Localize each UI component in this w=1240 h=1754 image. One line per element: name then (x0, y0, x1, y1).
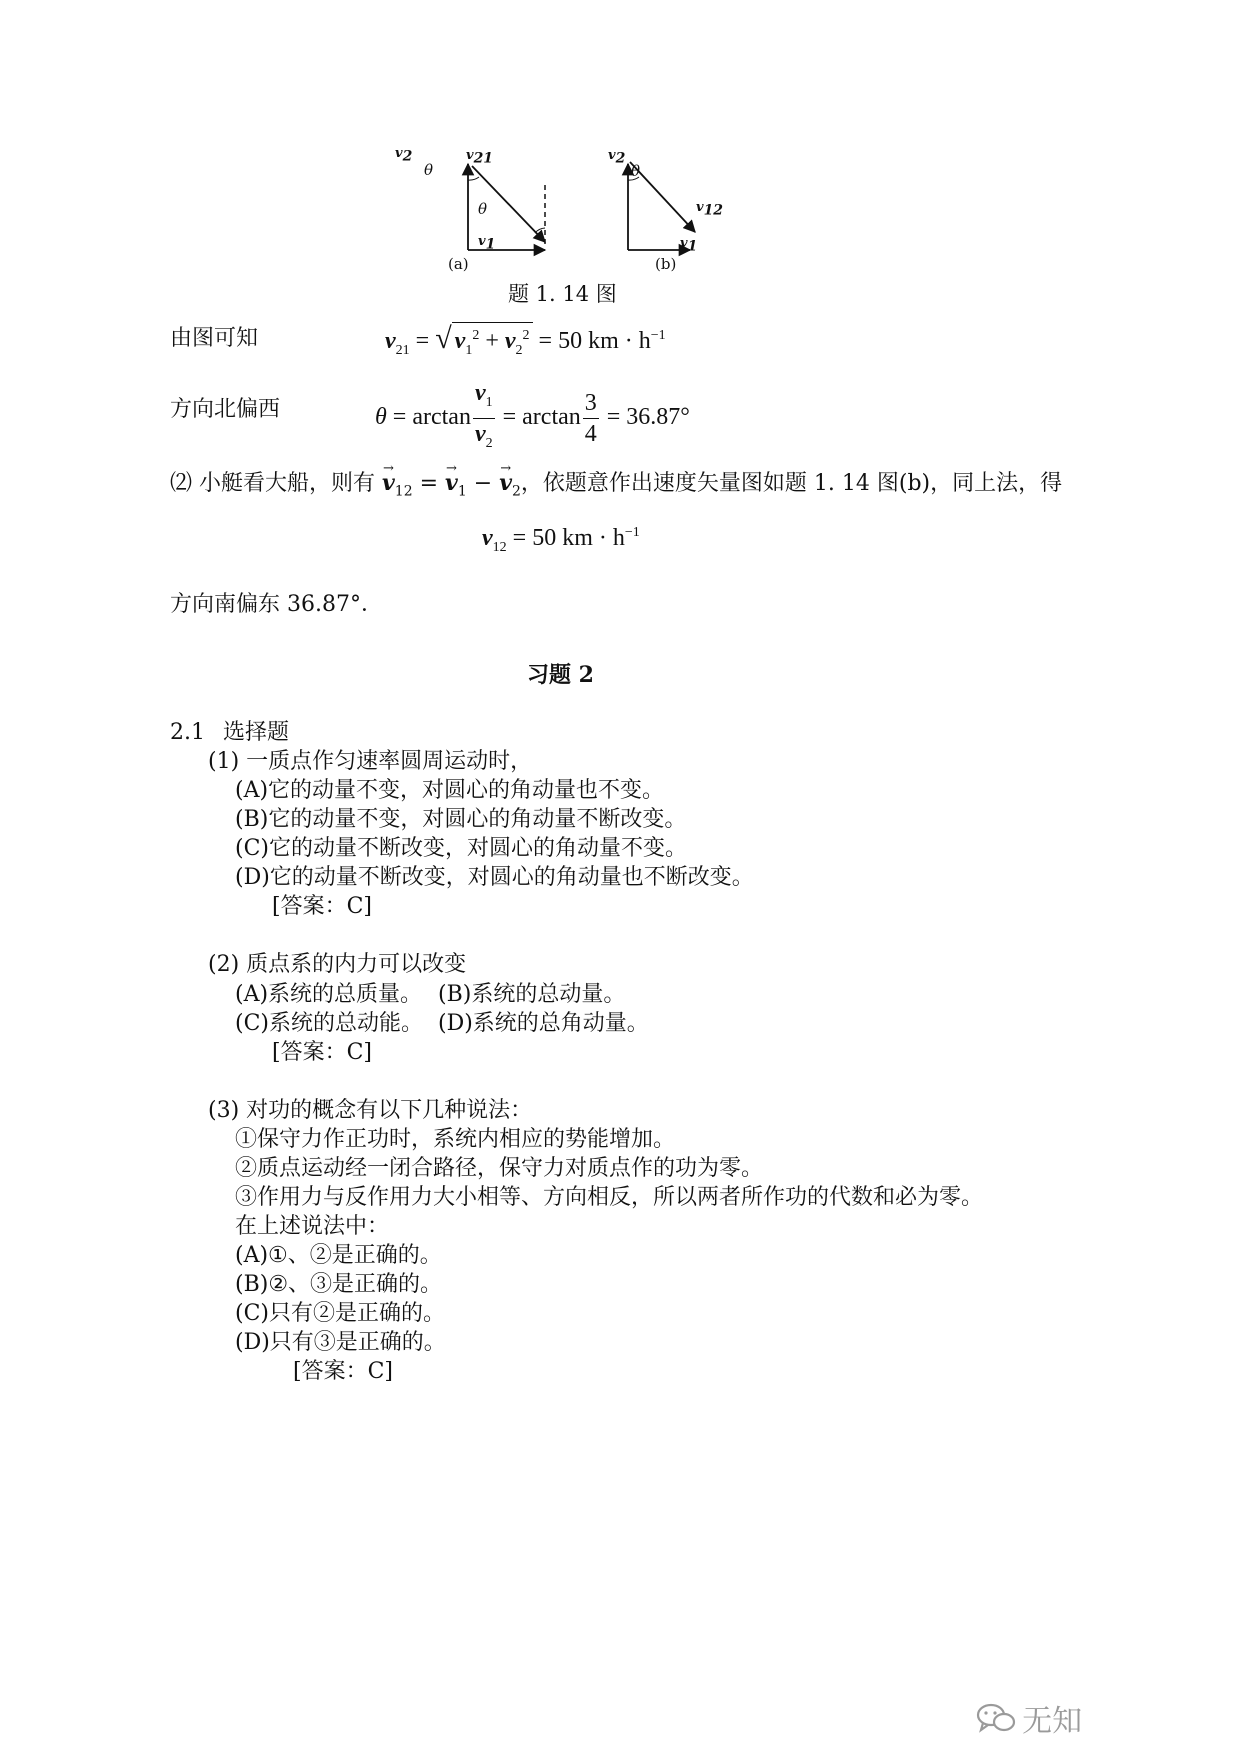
q3-statement-3: ③作用力与反作用力大小相等、方向相反，所以两者所作功的代数和必为零。 (235, 1185, 984, 1210)
fig-b-v12-label: $v_{12}$ (696, 200, 724, 219)
watermark-text: 无知 (1022, 1704, 1083, 1739)
figure-caption: 题 1. 14 图 (508, 282, 617, 306)
eq1-formula: $v_{21}$ = √ $v_1^2 + v_2^2 = 50$ km · $h^{-1}$ (385, 322, 666, 364)
q3-statement-2: ②质点运动经一闭合路径，保守力对质点作的功为零。 (235, 1156, 764, 1181)
q2-option-d: (D)系统的总角动量。 (438, 1011, 649, 1036)
eq2-label: 方向北偏西 (170, 397, 281, 422)
fig-a-v2-label: $v_2$ (395, 146, 413, 165)
fig-a-label: (a) (448, 255, 469, 273)
watermark (975, 1696, 1082, 1740)
q2-option-c: (C)系统的总动能。 (235, 1011, 423, 1036)
q3-option-b: (B)②、③是正确的。 (235, 1272, 443, 1297)
q1-option-b: (B)它的动量不变，对圆心的角动量不断改变。 (235, 807, 687, 832)
q2-option-a: (A)系统的总质量。 (235, 982, 423, 1007)
fig-b-theta-top: θ (631, 162, 641, 180)
section-title: 习题 2 (527, 662, 594, 688)
eq2-formula: θ = arctan $\frac{v_1}{v_2}$ = arctan $\frac{3}{4}$ = 36.87° (375, 380, 690, 451)
fig-a-v21-label: $v_{21}$ (466, 148, 494, 167)
q1-answer: [答案：C] (272, 894, 372, 919)
q2-answer: [答案：C] (272, 1040, 372, 1065)
question-group-header: 2.1 选择题 (170, 720, 290, 745)
q1-option-d: (D)它的动量不断改变，对圆心的角动量也不断改变。 (235, 865, 754, 890)
q3-option-c: (C)只有②是正确的。 (235, 1301, 445, 1326)
fig-a-theta-top: θ (424, 161, 434, 179)
q3-option-d: (D)只有③是正确的。 (235, 1330, 446, 1355)
q3-answer: [答案：C] (293, 1359, 393, 1384)
q2-stem: (2) 质点系的内力可以改变 (208, 952, 467, 977)
fig-a-v1-label: $v_1$ (478, 234, 496, 253)
q3-option-a: (A)①、②是正确的。 (235, 1243, 442, 1268)
velocity-diagram (420, 150, 820, 300)
q3-stem: (3) 对功的概念有以下几种说法： (208, 1098, 533, 1123)
fig-b-label: (b) (655, 255, 677, 273)
wechat-icon (975, 1701, 1017, 1735)
paragraph-2: ⑵ 小艇看大船，则有 → $v_{12}$ = → $v_1$ − → $v_2$，依题意作出速度矢量图如题 1. 14 图(b)，同上法，得 (170, 468, 1062, 506)
q1-option-c: (C)它的动量不断改变，对圆心的角动量不变。 (235, 836, 688, 861)
direction-2: 方向南偏东 36.87°． (170, 592, 383, 617)
fig-a-theta-bottom: θ (478, 200, 488, 218)
q1-option-a: (A)它的动量不变，对圆心的角动量也不变。 (235, 778, 665, 803)
q3-statement-1: ①保守力作正功时，系统内相应的势能增加。 (235, 1127, 676, 1152)
q3-lead: 在上述说法中： (235, 1214, 390, 1239)
eq1-label: 由图可知 (170, 326, 259, 351)
eq3-formula: $v_{12} = 50$ km · $h^{-1}$ (482, 525, 640, 555)
fig-b-v2-label: $v_2$ (608, 148, 626, 167)
fig-b-v1-label: $v_1$ (680, 236, 698, 255)
q1-stem: (1) 一质点作匀速率圆周运动时， (208, 749, 533, 774)
q2-option-b: (B)系统的总动量。 (438, 982, 626, 1007)
